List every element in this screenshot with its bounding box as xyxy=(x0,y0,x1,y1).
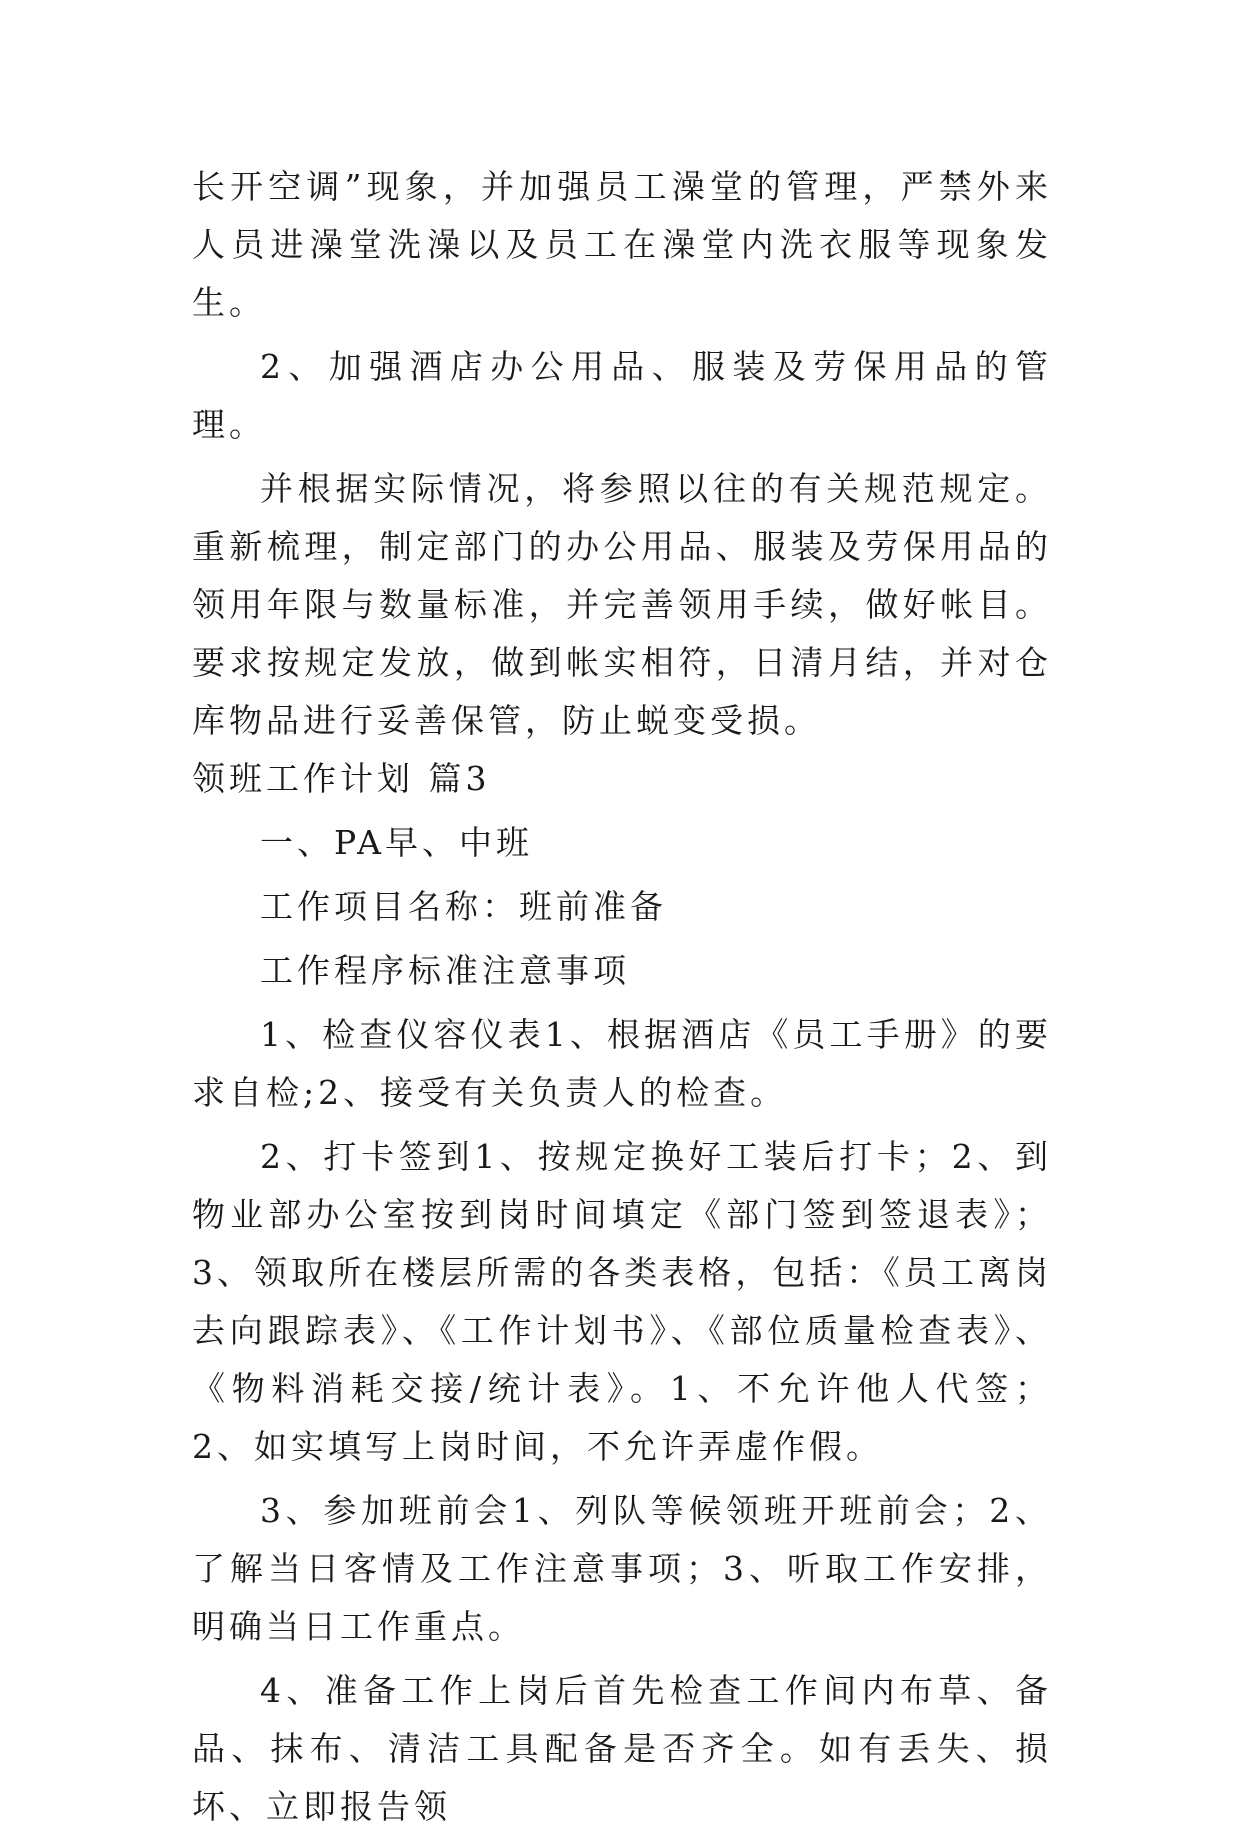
paragraph-step-3: 3、参加班前会1、列队等候领班开班前会；2、了解当日客情及工作注意事项；3、听取工作安排，明确当日工作重点。 xyxy=(192,1491,1052,1646)
paragraph-step-2: 2、打卡签到1、按规定换好工装后打卡；2、到物业部办公室按到岗时间填定《部门签到签退表》；3、领取所在楼层所需的各类表格，包括：《员工离岗去向跟踪表》、《工作计划书》、《部位质量检查表》、《物料消耗交接/统计表》。1、不允许他人代签；2、如实填写上岗时间，不允许弄虚作假。 xyxy=(192,1137,1052,1466)
paragraph-continued: 长开空调”现象，并加强员工澡堂的管理，严禁外来人员进澡堂洗澡以及员工在澡堂内洗衣服等现象发生。 xyxy=(192,167,1052,322)
document-page xyxy=(192,158,1052,1836)
paragraph-project-name: 工作项目名称：班前准备 xyxy=(260,887,667,926)
paragraph-step-4: 4、准备工作上岗后首先检查工作间内布草、备品、抹布、清洁工具配备是否齐全。如有丢失、损坏、立即报告领 xyxy=(192,1671,1052,1826)
paragraph-step-1: 1、检查仪容仪表1、根据酒店《员工手册》的要求自检;2、接受有关负责人的检查。 xyxy=(192,1015,1052,1112)
paragraph-item-2: 2、加强酒店办公用品、服装及劳保用品的管理。 xyxy=(192,347,1052,444)
section-heading: 领班工作计划 篇3 xyxy=(192,759,491,798)
paragraph-body: 并根据实际情况，将参照以往的有关规范规定。重新梳理，制定部门的办公用品、服装及劳保用品的领用年限与数量标准，并完善领用手续，做好帐目。要求按规定发放，做到帐实相符，日清月结，并对仓库物品进行妥善保管，防止蜕变受损。 xyxy=(192,469,1052,740)
paragraph-procedure-header: 工作程序标准注意事项 xyxy=(260,951,630,990)
paragraph-shift: 一、PA早、中班 xyxy=(260,823,534,862)
